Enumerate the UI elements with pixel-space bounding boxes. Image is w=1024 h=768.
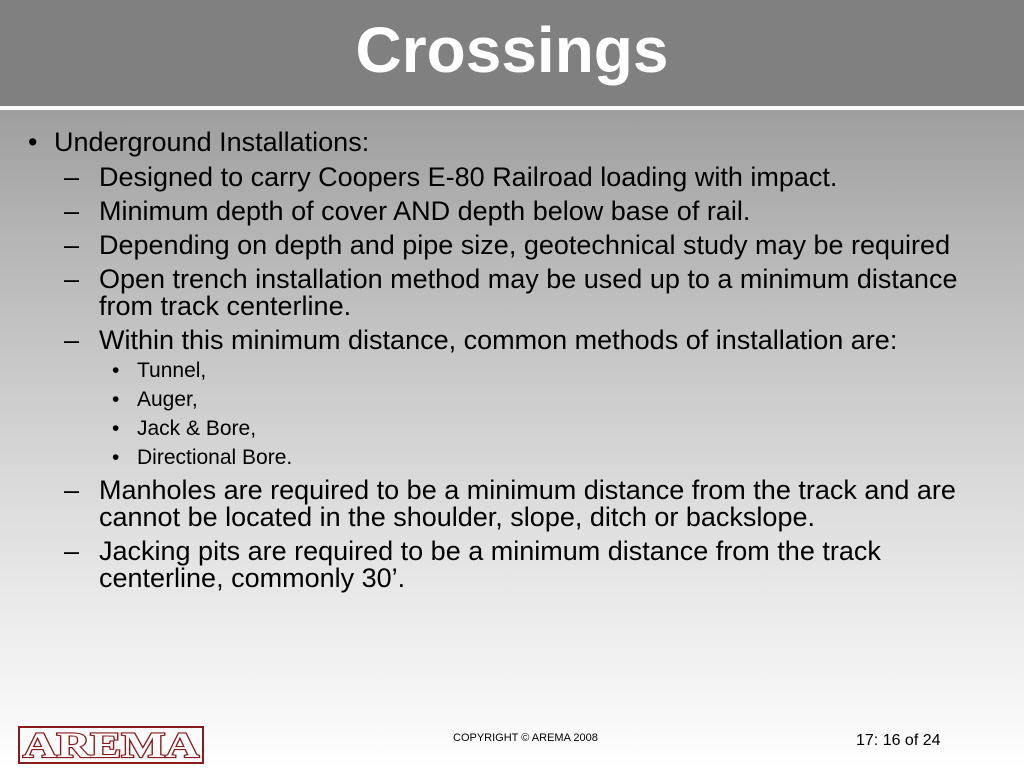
dash-marker: – [64, 325, 80, 355]
sub-bullet-text: Manholes are required to be a minimum distance from the track and are cannot be located in the shoulder, slope, ditch or backslope. [99, 475, 956, 532]
dash-marker: – [64, 264, 80, 294]
method-auger [0, 388, 1024, 412]
page-number: 17: 16 of 24 [856, 732, 941, 749]
sub-bullet-text: Within this minimum distance, common methods of installation are: [99, 325, 898, 355]
dash-marker: – [64, 196, 80, 226]
slide-title: Crossings [355, 14, 669, 86]
slide-content [0, 112, 1024, 592]
dash-marker: – [64, 162, 80, 192]
method-directional-bore [0, 446, 1024, 470]
copyright-notice: COPYRIGHT © AREMA 2008 [453, 732, 598, 744]
title-bar [0, 0, 1024, 110]
bullet-underground [0, 128, 1024, 157]
method-text: Jack & Bore, [137, 417, 257, 440]
bullet-marker: • [112, 417, 120, 440]
sub-bullet-open-trench [0, 266, 1024, 320]
method-text: Directional Bore. [137, 446, 293, 469]
dash-marker: – [64, 536, 80, 566]
bullet-marker: • [28, 127, 38, 157]
bullet-text: Underground Installations: [54, 127, 370, 157]
method-tunnel [0, 359, 1024, 383]
sub-bullet-jacking-pits [0, 538, 1024, 592]
sub-bullet-text: Minimum depth of cover AND depth below base of rail. [99, 196, 751, 226]
sub-bullet-text: Depending on depth and pipe size, geotechnical study may be required [99, 230, 951, 260]
bullet-marker: • [112, 446, 120, 469]
method-jack-bore [0, 417, 1024, 441]
sub-bullet-methods [0, 327, 1024, 354]
sub-bullet-text: Designed to carry Coopers E-80 Railroad loading with impact. [99, 162, 838, 192]
method-text: Auger, [137, 388, 198, 411]
dash-marker: – [64, 230, 80, 260]
method-text: Tunnel, [137, 359, 207, 382]
arema-logo [18, 726, 204, 764]
sub-bullet-text: Open trench installation method may be used up to a minimum distance from track centerline. [99, 264, 958, 321]
bullet-marker: • [112, 388, 120, 411]
sub-bullet-design-load [0, 164, 1024, 191]
bullet-marker: • [112, 359, 120, 382]
sub-bullet-geotech [0, 232, 1024, 259]
dash-marker: – [64, 475, 80, 505]
logo-text: AREMA [23, 726, 200, 764]
sub-bullet-text: Jacking pits are required to be a minimum distance from the track centerline, commonly 30’. [99, 536, 881, 593]
sub-bullet-manholes [0, 477, 1024, 531]
sub-bullet-depth [0, 198, 1024, 225]
